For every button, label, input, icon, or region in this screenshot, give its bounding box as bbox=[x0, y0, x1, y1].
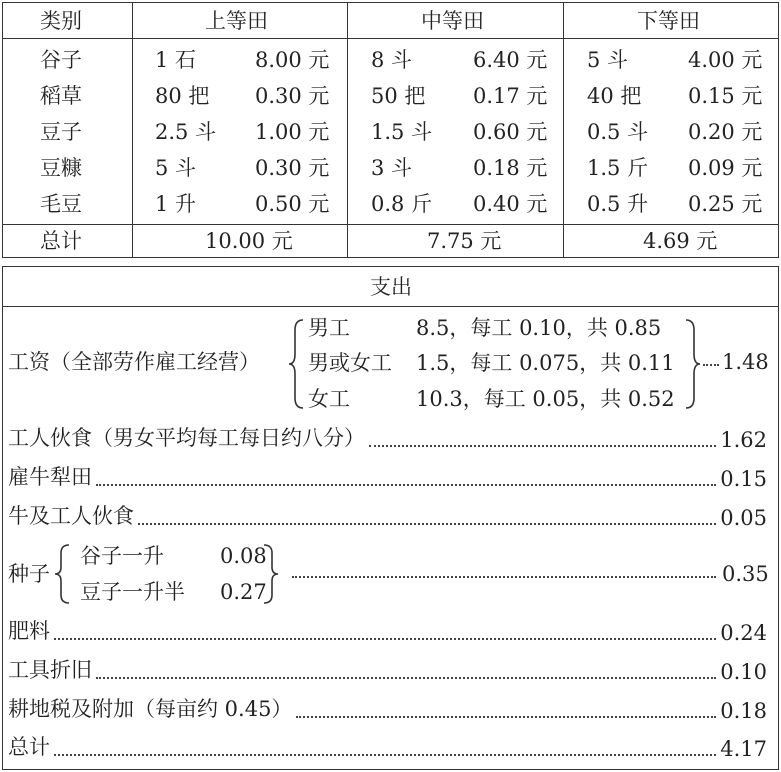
expense-total-label: 总计 bbox=[8, 735, 50, 759]
lower-value: 0.15 元 bbox=[688, 84, 763, 108]
row-item: 豆子 bbox=[40, 120, 82, 144]
leader-dots bbox=[292, 576, 716, 578]
middle-qty: 50 把 bbox=[371, 84, 426, 108]
expense-label: 工人伙食（男女平均每工每日约八分） bbox=[8, 426, 365, 450]
lower-qty: 0.5 斗 bbox=[587, 120, 649, 144]
upper-value: 0.30 元 bbox=[255, 84, 330, 108]
total-divider bbox=[2, 224, 779, 225]
upper-qty: 1 石 bbox=[155, 48, 197, 72]
right-brace-icon bbox=[262, 543, 280, 605]
expense-value: 1.62 bbox=[720, 428, 767, 452]
leader-dots bbox=[138, 523, 716, 525]
left-brace-icon bbox=[287, 318, 305, 410]
leader-dots bbox=[369, 445, 716, 447]
row-item: 毛豆 bbox=[40, 192, 82, 216]
expense-label: 雇牛犁田 bbox=[8, 465, 92, 489]
row-item: 稻草 bbox=[40, 84, 82, 108]
upper-qty: 2.5 斗 bbox=[155, 120, 217, 144]
left-brace-icon bbox=[53, 543, 71, 605]
middle-value: 0.40 元 bbox=[473, 192, 548, 216]
middle-qty: 8 斗 bbox=[371, 48, 413, 72]
seed-item: 谷子一升 bbox=[80, 544, 164, 568]
wage-detail: 8.5，每工 0.10，共 0.85 bbox=[416, 316, 662, 340]
upper-qty: 5 斗 bbox=[155, 156, 197, 180]
right-brace-icon bbox=[684, 318, 702, 410]
leader-dots bbox=[96, 677, 716, 679]
wage-detail: 1.5，每工 0.075，共 0.11 bbox=[416, 351, 675, 375]
middle-qty: 1.5 斗 bbox=[371, 120, 433, 144]
lower-value: 0.09 元 bbox=[688, 156, 763, 180]
expense-value: 0.18 bbox=[720, 699, 767, 723]
middle-qty: 3 斗 bbox=[371, 156, 413, 180]
expense-total-row bbox=[8, 735, 767, 761]
expense-row bbox=[8, 426, 767, 452]
expense-row bbox=[8, 465, 767, 491]
upper-value: 0.50 元 bbox=[255, 192, 330, 216]
column-divider bbox=[347, 2, 348, 258]
column-divider bbox=[563, 2, 564, 258]
expense-title: 支出 bbox=[370, 275, 412, 299]
lower-qty: 5 斗 bbox=[587, 48, 629, 72]
leader-dots bbox=[96, 484, 716, 486]
wages-label: 工资（全部劳作雇工经营） bbox=[8, 350, 260, 374]
total-lower: 4.69 元 bbox=[643, 229, 718, 253]
upper-value: 8.00 元 bbox=[255, 48, 330, 72]
header-upper-field: 上等田 bbox=[205, 9, 268, 33]
expense-title-divider bbox=[2, 306, 779, 307]
total-upper: 10.00 元 bbox=[205, 229, 293, 253]
expense-total-value: 4.17 bbox=[720, 737, 767, 761]
upper-qty: 80 把 bbox=[155, 84, 210, 108]
wage-detail: 10.3，每工 0.05，共 0.52 bbox=[416, 387, 675, 411]
expense-label: 牛及工人伙食 bbox=[8, 504, 134, 528]
expense-row bbox=[8, 619, 767, 645]
column-divider bbox=[132, 2, 133, 258]
header-lower-field: 下等田 bbox=[637, 9, 700, 33]
seed-value: 0.27 bbox=[220, 580, 267, 604]
upper-value: 0.30 元 bbox=[255, 156, 330, 180]
row-item: 豆糠 bbox=[40, 156, 82, 180]
lower-qty: 1.5 斤 bbox=[587, 156, 649, 180]
leader-dots bbox=[296, 716, 716, 718]
upper-value: 1.00 元 bbox=[255, 120, 330, 144]
expense-label: 耕地税及附加（每亩约 0.45） bbox=[8, 697, 293, 721]
leader-dots bbox=[54, 754, 716, 756]
header-divider bbox=[2, 38, 779, 39]
wage-worker: 男或女工 bbox=[308, 351, 392, 375]
expense-label: 肥料 bbox=[8, 619, 50, 643]
seeds-total: 0.35 bbox=[722, 562, 769, 586]
leader-dots bbox=[54, 638, 716, 640]
leader-dots bbox=[703, 364, 719, 366]
seed-value: 0.08 bbox=[220, 544, 267, 568]
header-category: 类别 bbox=[40, 9, 82, 33]
wage-worker: 男工 bbox=[308, 316, 350, 340]
lower-value: 0.25 元 bbox=[688, 192, 763, 216]
middle-value: 0.17 元 bbox=[473, 84, 548, 108]
middle-value: 0.60 元 bbox=[473, 120, 548, 144]
lower-value: 4.00 元 bbox=[688, 48, 763, 72]
expense-row bbox=[8, 697, 767, 723]
expense-label: 工具折旧 bbox=[8, 658, 92, 682]
middle-qty: 0.8 斤 bbox=[371, 192, 433, 216]
expense-value: 0.24 bbox=[720, 621, 767, 645]
lower-value: 0.20 元 bbox=[688, 120, 763, 144]
seeds-label: 种子 bbox=[8, 562, 50, 586]
wages-total: 1.48 bbox=[722, 350, 769, 374]
expense-value: 0.10 bbox=[720, 660, 767, 684]
lower-qty: 0.5 升 bbox=[587, 192, 649, 216]
expense-value: 0.05 bbox=[720, 506, 767, 530]
upper-qty: 1 升 bbox=[155, 192, 197, 216]
total-label: 总计 bbox=[40, 229, 82, 253]
row-item: 谷子 bbox=[40, 48, 82, 72]
lower-qty: 40 把 bbox=[587, 84, 642, 108]
middle-value: 0.18 元 bbox=[473, 156, 548, 180]
expense-value: 0.15 bbox=[720, 467, 767, 491]
total-middle: 7.75 元 bbox=[427, 229, 502, 253]
middle-value: 6.40 元 bbox=[473, 48, 548, 72]
header-middle-field: 中等田 bbox=[421, 9, 484, 33]
wage-worker: 女工 bbox=[308, 387, 350, 411]
expense-row bbox=[8, 658, 767, 684]
seed-item: 豆子一升半 bbox=[80, 580, 185, 604]
expense-row bbox=[8, 504, 767, 530]
